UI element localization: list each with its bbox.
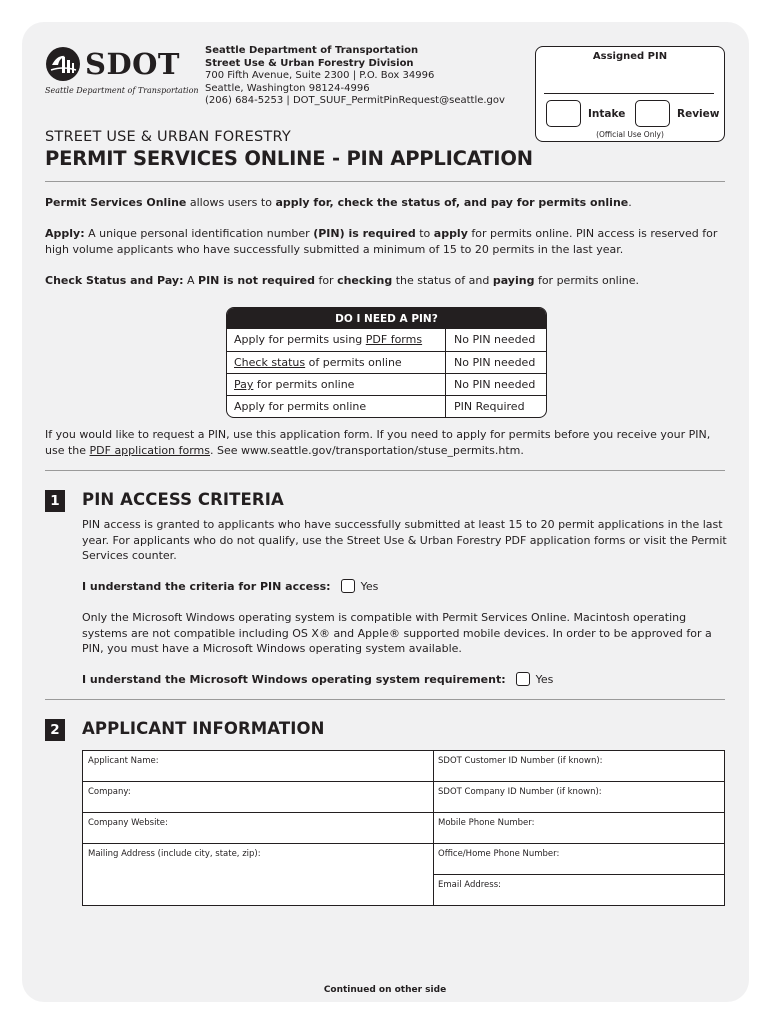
company-field[interactable]: Company:	[88, 787, 131, 797]
table-row: Apply for permits using PDF forms No PIN needed	[227, 329, 546, 351]
customer-id-field[interactable]: SDOT Customer ID Number (if known):	[438, 756, 603, 766]
logo-wordmark: SDOT	[85, 47, 180, 81]
criteria-acknowledgement: I understand the criteria for PIN access: Yes	[82, 580, 379, 593]
mobile-phone-field[interactable]: Mobile Phone Number:	[438, 818, 535, 828]
pin-need-table	[226, 307, 547, 418]
pay-link[interactable]: Pay	[234, 378, 254, 391]
company-website-field[interactable]: Company Website:	[88, 818, 168, 828]
windows-acknowledgement: I understand the Microsoft Windows operating system requirement: Yes	[82, 673, 554, 686]
divider	[45, 470, 725, 471]
contact-line: (206) 684-5253 | DOT_SUUF_PermitPinRequest@seattle.gov	[205, 95, 505, 107]
address-line-2: Seattle, Washington 98124-4996	[205, 82, 370, 94]
email-field[interactable]: Email Address:	[438, 880, 501, 890]
divider	[45, 699, 725, 700]
section-2-number: 2	[45, 719, 65, 741]
assigned-pin-box	[535, 46, 725, 142]
applicant-info-grid	[82, 750, 725, 906]
office-phone-field[interactable]: Office/Home Phone Number:	[438, 849, 560, 859]
official-use-note: (Official Use Only)	[596, 130, 664, 139]
company-id-field[interactable]: SDOT Company ID Number (if known):	[438, 787, 602, 797]
intro-paragraph-apply: Apply: A unique personal identification number (PIN) is required to apply for permits online. PIN access is reserved for high volume applicants who have successfully submitted a minimum of 15 to 20 permits in the last year.	[45, 227, 718, 256]
pdf-forms-link[interactable]: PDF forms	[365, 333, 423, 346]
sdot-emblem-icon	[45, 46, 81, 82]
form-kicker: STREET USE & URBAN FORESTRY	[45, 129, 291, 145]
section-1-number: 1	[45, 490, 65, 512]
division-name: Street Use & Urban Forestry Division	[205, 57, 414, 69]
intake-label: Intake	[588, 108, 626, 120]
review-checkbox[interactable]	[635, 100, 670, 127]
windows-yes-checkbox[interactable]	[516, 672, 530, 686]
logo-subtitle: Seattle Department of Transportation	[45, 86, 199, 95]
criteria-yes-checkbox[interactable]	[341, 579, 355, 593]
org-name: Seattle Department of Transportation	[205, 45, 419, 56]
table-row: Pay for permits online No PIN needed	[227, 373, 546, 395]
pin-table-heading: DO I NEED A PIN?	[227, 308, 546, 329]
table-row: Apply for permits online PIN Required	[227, 395, 546, 417]
intro-term: Permit Services Online	[45, 196, 187, 209]
section-1-paragraph: PIN access is granted to applicants who have successfully submitted at least 15 to 20 permit applications in the last year. For applicants who do not qualify, use the Street Use & Urban Forestry PDF application forms or visit the Permit Services counter.	[82, 518, 727, 562]
page-title: PERMIT SERVICES ONLINE - PIN APPLICATION	[45, 147, 533, 170]
intro-paragraph-1: Permit Services Online allows users to apply for, check the status of, and pay for permits online.	[45, 196, 632, 209]
windows-paragraph: Only the Microsoft Windows operating system is compatible with Permit Services Online. Macintosh operating systems are not compatible including OS X® and Apple® supported mobile devices. In order to be approved for a PIN, you must have a Microsoft Windows operating system available.	[82, 611, 712, 655]
check-status-link[interactable]: Check status	[234, 356, 306, 369]
continued-note: Continued on other side	[323, 985, 447, 995]
intake-checkbox[interactable]	[546, 100, 581, 127]
assigned-pin-line	[544, 93, 714, 94]
mailing-address-field[interactable]: Mailing Address (include city, state, zip):	[88, 849, 261, 859]
intro-paragraph-status: Check Status and Pay: A PIN is not required for checking the status of and paying for permits online.	[45, 274, 640, 287]
review-label: Review	[677, 108, 720, 120]
sdot-logo	[45, 44, 199, 100]
assigned-pin-label: Assigned PIN	[592, 51, 668, 62]
pdf-application-forms-link[interactable]: PDF application forms	[89, 443, 210, 457]
department-address	[205, 45, 505, 108]
table-row: Check status of permits online No PIN needed	[227, 351, 546, 373]
address-line-1: 700 Fifth Avenue, Suite 2300 | P.O. Box 34996	[205, 70, 435, 82]
request-paragraph: If you would like to request a PIN, use this application form. If you need to apply for permits before you receive your PIN, use the PDF application forms. See www.seattle.gov/transportation/stuse_permits.htm.	[45, 428, 711, 457]
section-2-title: APPLICANT INFORMATION	[82, 719, 325, 738]
section-1-title: PIN ACCESS CRITERIA	[82, 490, 284, 509]
divider	[45, 181, 725, 182]
applicant-name-field[interactable]: Applicant Name:	[88, 756, 159, 766]
